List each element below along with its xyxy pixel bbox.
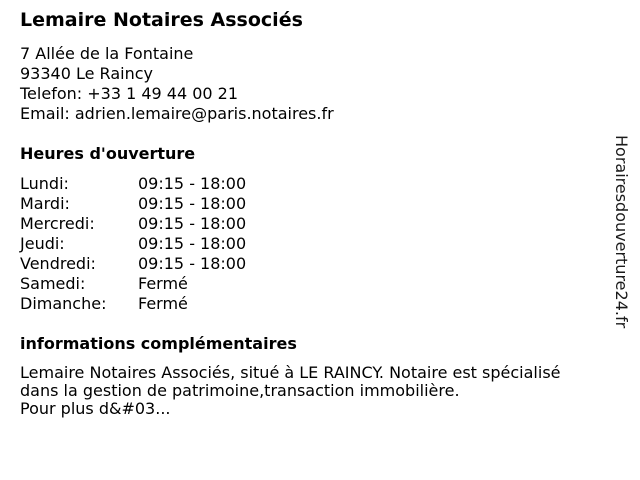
- email-address: Email: adrien.lemaire@paris.notaires.fr: [20, 104, 334, 123]
- day-hours: Fermé: [138, 274, 188, 293]
- description-line: dans la gestion de patrimoine,transaction immobilière.: [20, 381, 460, 400]
- day-hours: 09:15 - 18:00: [138, 194, 247, 213]
- address-city: 93340 Le Raincy: [20, 64, 153, 83]
- hours-row-tuesday: [20, 194, 246, 214]
- day-label: Samedi:: [20, 274, 86, 293]
- day-hours: 09:15 - 18:00: [138, 254, 247, 273]
- description-line: Lemaire Notaires Associés, situé à LE RAINCY. Notaire est spécialisé: [20, 363, 561, 382]
- day-label: Mardi:: [20, 194, 70, 213]
- day-label: Dimanche:: [20, 294, 107, 313]
- day-label: Lundi:: [20, 174, 69, 193]
- address-street: 7 Allée de la Fontaine: [20, 44, 194, 63]
- hours-row-thursday: [20, 234, 246, 254]
- description-line: Pour plus d&#03...: [20, 399, 171, 418]
- hours-row-wednesday: [20, 214, 246, 234]
- day-label: Mercredi:: [20, 214, 95, 233]
- day-hours: 09:15 - 18:00: [138, 174, 247, 193]
- day-hours: 09:15 - 18:00: [138, 214, 247, 233]
- description-text: [20, 364, 620, 418]
- day-label: Vendredi:: [20, 254, 96, 273]
- info-heading: informations complémentaires: [20, 334, 297, 353]
- hours-row-friday: [20, 254, 246, 274]
- site-watermark: Horairesdouverture24.fr: [612, 135, 631, 329]
- contact-block: [20, 44, 334, 124]
- day-hours: Fermé: [138, 294, 188, 313]
- day-label: Jeudi:: [20, 234, 65, 253]
- hours-row-sunday: [20, 294, 246, 314]
- day-hours: 09:15 - 18:00: [138, 234, 247, 253]
- phone-number: Telefon: +33 1 49 44 00 21: [20, 84, 239, 103]
- hours-row-saturday: [20, 274, 246, 294]
- hours-row-monday: [20, 174, 246, 194]
- hours-table: [20, 174, 246, 314]
- business-name: Lemaire Notaires Associés: [20, 9, 303, 31]
- hours-heading: Heures d'ouverture: [20, 144, 196, 163]
